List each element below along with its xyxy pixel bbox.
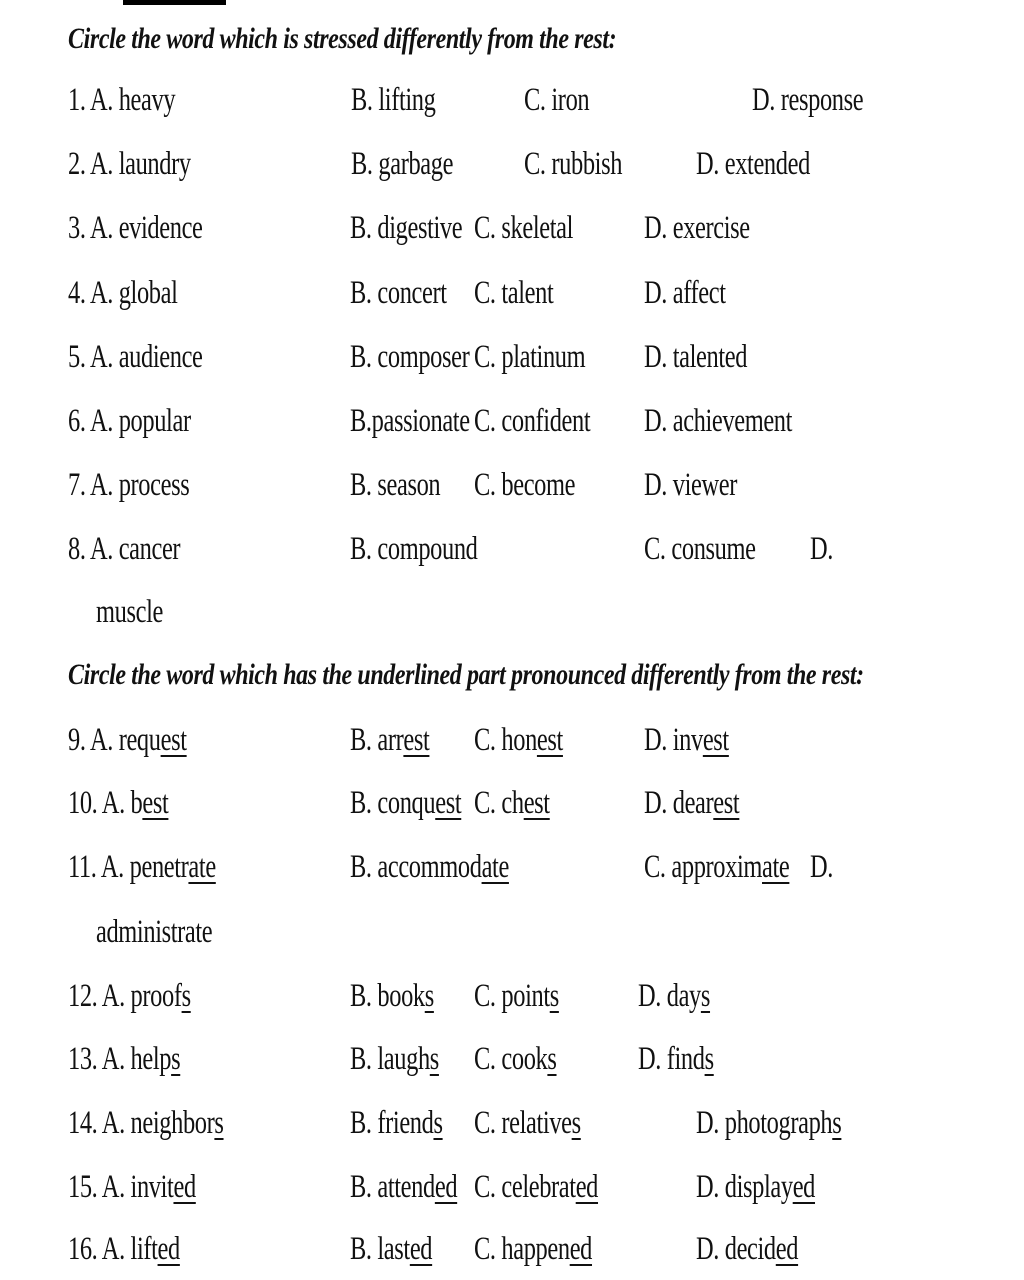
question-line bbox=[0, 140, 1024, 188]
underlined-part: est bbox=[713, 785, 740, 821]
answer-option: B. concert bbox=[350, 275, 447, 311]
answer-option: 5. A. audience bbox=[68, 339, 203, 375]
answer-option: D. affect bbox=[644, 275, 726, 311]
underlined-part: s bbox=[433, 1105, 443, 1141]
question-line bbox=[0, 525, 1024, 573]
answer-option: B. digestive bbox=[350, 210, 463, 246]
answer-option: 2. A. laundry bbox=[68, 146, 191, 182]
underlined-part: ate bbox=[188, 849, 216, 885]
answer-option: C. relatives bbox=[474, 1105, 581, 1141]
answer-option: C. points bbox=[474, 978, 559, 1014]
answer-option: B.passionate bbox=[350, 403, 470, 439]
answer-option: B. books bbox=[350, 978, 434, 1014]
answer-option: B. lasted bbox=[350, 1231, 433, 1267]
answer-option: D. displayed bbox=[696, 1169, 816, 1205]
question-line bbox=[0, 76, 1024, 124]
answer-option: C. confident bbox=[474, 403, 591, 439]
answer-option: D. invest bbox=[644, 722, 729, 758]
question-line bbox=[0, 269, 1024, 317]
answer-option: 4. A. global bbox=[68, 275, 178, 311]
answer-option: 14. A. neighbors bbox=[68, 1105, 224, 1141]
underlined-part: ed bbox=[792, 1169, 816, 1205]
answer-option: D. decided bbox=[696, 1231, 799, 1267]
question-line bbox=[0, 779, 1024, 827]
answer-option: C. celebrated bbox=[474, 1169, 599, 1205]
answer-option: C. chest bbox=[474, 785, 550, 821]
answer-option: 15. A. invited bbox=[68, 1169, 196, 1205]
answer-option: muscle bbox=[96, 594, 163, 630]
answer-option: B. laughs bbox=[350, 1041, 439, 1077]
answer-option: B. arrest bbox=[350, 722, 430, 758]
answer-option: D. dearest bbox=[644, 785, 740, 821]
answer-option: administrate bbox=[96, 914, 213, 950]
answer-option: B. accommodate bbox=[350, 849, 509, 885]
answer-option: D. days bbox=[638, 978, 711, 1014]
underlined-part: s bbox=[424, 978, 434, 1014]
answer-option: D. exercise bbox=[644, 210, 750, 246]
underlined-part: ed bbox=[409, 1231, 433, 1267]
underlined-part: ate bbox=[481, 849, 509, 885]
pronunciation-section-heading: Circle the word which has the underlined part pronounced differently from the rest: bbox=[68, 658, 864, 691]
answer-option: C. honest bbox=[474, 722, 563, 758]
question-line bbox=[0, 397, 1024, 445]
answer-option: B. composer bbox=[350, 339, 470, 375]
question-line bbox=[0, 908, 1024, 956]
answer-option: 11. A. penetrate bbox=[68, 849, 216, 885]
question-line bbox=[0, 1163, 1024, 1211]
answer-option: D. extended bbox=[696, 146, 810, 182]
question-line bbox=[0, 1099, 1024, 1147]
underlined-part: s bbox=[832, 1105, 842, 1141]
underlined-part: s bbox=[181, 978, 191, 1014]
answer-option: 9. A. request bbox=[68, 722, 187, 758]
question-line bbox=[0, 461, 1024, 509]
underlined-part: ed bbox=[775, 1231, 799, 1267]
question-line bbox=[0, 843, 1024, 891]
underlined-part: est bbox=[523, 785, 550, 821]
answer-option: D. finds bbox=[638, 1041, 714, 1077]
answer-option: 13. A. helps bbox=[68, 1041, 181, 1077]
answer-option: D. talented bbox=[644, 339, 748, 375]
answer-option: C. talent bbox=[474, 275, 554, 311]
underlined-part: est bbox=[403, 722, 430, 758]
answer-option: C. iron bbox=[524, 82, 590, 118]
answer-option: C. become bbox=[474, 467, 576, 503]
question-line bbox=[0, 588, 1024, 636]
answer-option: C. platinum bbox=[474, 339, 586, 375]
underlined-part: est bbox=[702, 722, 729, 758]
underlined-part: est bbox=[435, 785, 462, 821]
underlined-part: ed bbox=[173, 1169, 196, 1205]
underlined-part: s bbox=[547, 1041, 557, 1077]
answer-option: C. happened bbox=[474, 1231, 593, 1267]
underlined-part: ed bbox=[575, 1169, 599, 1205]
answer-option: 16. A. lifted bbox=[68, 1231, 180, 1267]
answer-option: B. friends bbox=[350, 1105, 443, 1141]
answer-option: 1. A. heavy bbox=[68, 82, 176, 118]
answer-option: 6. A. popular bbox=[68, 403, 191, 439]
answer-option: 8. A. cancer bbox=[68, 531, 181, 567]
answer-option: B. compound bbox=[350, 531, 478, 567]
answer-option: C. rubbish bbox=[524, 146, 623, 182]
underlined-part: s bbox=[571, 1105, 581, 1141]
answer-option: C. cooks bbox=[474, 1041, 557, 1077]
underlined-part: s bbox=[171, 1041, 181, 1077]
answer-option: B. conquest bbox=[350, 785, 462, 821]
answer-option: D. viewer bbox=[644, 467, 737, 503]
underlined-part: est bbox=[536, 722, 563, 758]
underlined-part: ed bbox=[157, 1231, 180, 1267]
underlined-part: s bbox=[429, 1041, 439, 1077]
underlined-part: s bbox=[700, 978, 711, 1014]
top-rule bbox=[123, 0, 226, 5]
underlined-part: s bbox=[704, 1041, 714, 1077]
answer-option: 10. A. best bbox=[68, 785, 169, 821]
question-line bbox=[0, 1035, 1024, 1083]
answer-option: C. consume bbox=[644, 531, 756, 567]
question-line bbox=[0, 972, 1024, 1020]
answer-option: D. bbox=[810, 849, 834, 885]
answer-option: D. bbox=[810, 531, 834, 567]
answer-option: D. photographs bbox=[696, 1105, 842, 1141]
stress-section-heading: Circle the word which is stressed differently from the rest: bbox=[68, 22, 617, 55]
question-line bbox=[0, 333, 1024, 381]
underlined-part: s bbox=[214, 1105, 224, 1141]
answer-option: D. response bbox=[752, 82, 864, 118]
answer-option: 3. A. evidence bbox=[68, 210, 203, 246]
underlined-part: ate bbox=[762, 849, 790, 885]
question-line bbox=[0, 204, 1024, 252]
answer-option: 12. A. proofs bbox=[68, 978, 191, 1014]
answer-option: B. garbage bbox=[351, 146, 454, 182]
answer-option: B. lifting bbox=[351, 82, 436, 118]
underlined-part: ed bbox=[434, 1169, 458, 1205]
answer-option: D. achievement bbox=[644, 403, 793, 439]
answer-option: B. attended bbox=[350, 1169, 458, 1205]
answer-option: B. season bbox=[350, 467, 441, 503]
underlined-part: ed bbox=[569, 1231, 593, 1267]
answer-option: C. approximate bbox=[644, 849, 790, 885]
underlined-part: s bbox=[549, 978, 559, 1014]
answer-option: 7. A. process bbox=[68, 467, 190, 503]
underlined-part: est bbox=[142, 785, 169, 821]
question-line bbox=[0, 1225, 1024, 1273]
underlined-part: est bbox=[160, 722, 187, 758]
question-line bbox=[0, 716, 1024, 764]
answer-option: C. skeletal bbox=[474, 210, 574, 246]
